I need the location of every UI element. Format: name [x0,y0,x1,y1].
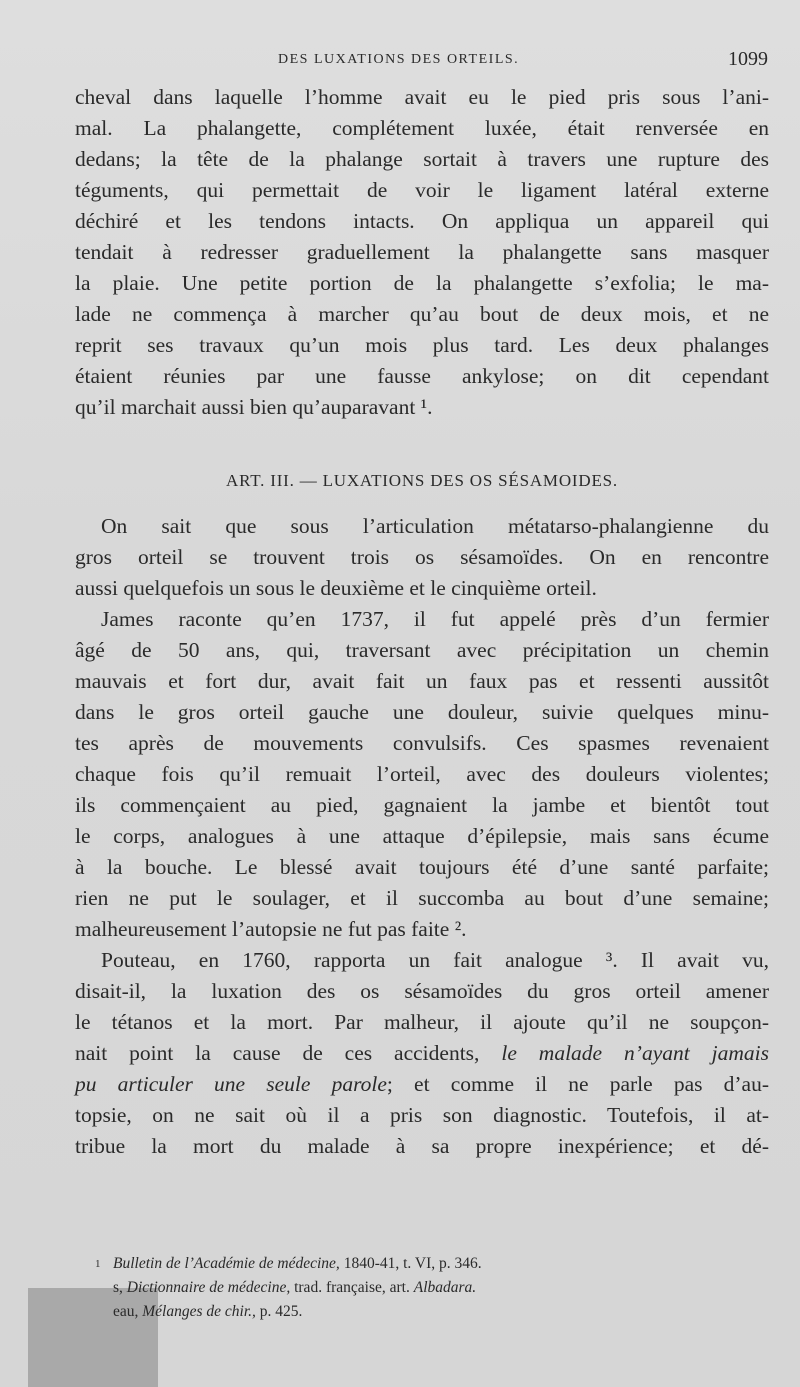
footnote-text: eau, [113,1303,143,1320]
text-line: lade ne commença à marcher qu’au bout de deux mois, et ne [75,302,769,326]
footnotes [95,1252,755,1324]
text-line: reprit ses travaux qu’un mois plus tard. Les deux phalanges [75,333,769,357]
text-line: téguments, qui permettait de voir le ligament latéral externe [75,178,769,202]
text-line: le tétanos et la mort. Par malheur, il ajoute qu’il ne soupçon- [75,1010,769,1034]
footnote-text: p. 425. [255,1303,303,1320]
section-heading: ART. III. — LUXATIONS DES OS SÉSAMOIDES. [226,471,618,490]
paragraph-james [75,604,769,945]
text-line: rien ne put le soulager, et il succomba au bout d’une semaine; [75,886,769,910]
text-line: à la bouche. Le blessé avait toujours été d’une santé parfaite; [75,855,769,879]
text-line: gros orteil se trouvent trois os sésamoïdes. On en rencontre [75,545,769,569]
text-line: tes après de mouvements convulsifs. Ces spasmes revenaient [75,731,769,755]
footnote-text: 1840-41, t. VI, p. 346. [339,1255,482,1272]
italic-quote: le malade n’ayant jamais [501,1041,769,1065]
text-line: la plaie. Une petite portion de la phalangette s’exfolia; le ma- [75,271,769,295]
text-line: âgé de 50 ans, qui, traversant avec précipitation un chemin [75,638,769,662]
text-line: tendait à redresser graduellement la phalangette sans masquer [75,240,769,264]
footnote-title: Bulletin de l’Académie de médecine, [113,1255,340,1272]
text-line: déchiré et les tendons intacts. On appliqua un appareil qui [75,209,769,233]
footnote-1 [95,1252,755,1276]
running-title: DES LUXATIONS DES ORTEILS. [278,52,520,67]
paragraph-sesamoids [75,511,769,604]
text-span: ; et comme il ne parle pas d’au- [386,1072,769,1096]
footnote-title: Dictionnaire de médecine, [126,1279,291,1296]
text-line: qu’il marchait aussi bien qu’auparavant ¹. [75,395,433,419]
text-line: le corps, analogues à une attaque d’épilepsie, mais sans écume [75,824,769,848]
text-line: dans le gros orteil gauche une douleur, suivie quelques minu- [75,700,769,724]
page-header [278,48,768,72]
footnote-2 [95,1276,755,1300]
text-line: On sait que sous l’articulation métatarso-phalangienne du [101,514,769,538]
footnote-title: Albadara. [413,1279,477,1296]
text-line [75,1038,769,1069]
text-span: nait point la cause de ces accidents, [75,1041,502,1065]
text-line: topsie, on ne sait où il a pris son diagnostic. Toutefois, il at- [75,1103,769,1127]
text-line: disait-il, la luxation des os sésamoïdes du gros orteil amener [75,979,769,1003]
body-text [75,82,769,1162]
text-line: chaque fois qu’il remuait l’orteil, avec des douleurs violentes; [75,762,769,786]
text-line: malheureusement l’autopsie ne fut pas faite ². [75,917,467,941]
footnote-title: Mélanges de chir., [142,1303,256,1320]
text-line: tribue la mort du malade à sa propre inexpérience; et dé- [75,1134,769,1158]
page-number: 1099 [728,48,768,70]
text-line: aussi quelquefois un sous le deuxième et le cinquième orteil. [75,576,597,600]
text-line: étaient réunies par une fausse ankylose; on dit cependant [75,364,769,388]
text-line: Pouteau, en 1760, rapporta un fait analogue ³. Il avait vu, [101,948,769,972]
text-line: James raconte qu’en 1737, il fut appelé près d’un fermier [101,607,769,631]
footnote-text: trad. française, art. [290,1279,414,1296]
paragraph-continuation [75,82,769,423]
text-line: dedans; la tête de la phalange sortait à travers une rupture des [75,147,769,171]
text-line [75,1069,769,1100]
italic-quote: pu articuler une seule parole [75,1072,387,1096]
text-line: ils commençaient au pied, gagnaient la jambe et bientôt tout [75,793,769,817]
paragraph-pouteau [75,945,769,1162]
text-line: cheval dans laquelle l’homme avait eu le pied pris sous l’ani- [75,85,769,109]
footnote-text: s, [113,1279,127,1296]
footnote-mark: 1 [95,1258,101,1270]
text-line: mauvais et fort dur, avait fait un faux pas et ressenti aussitôt [75,669,769,693]
text-line: mal. La phalangette, complétement luxée, était renversée en [75,116,769,140]
footnote-3 [95,1300,755,1324]
